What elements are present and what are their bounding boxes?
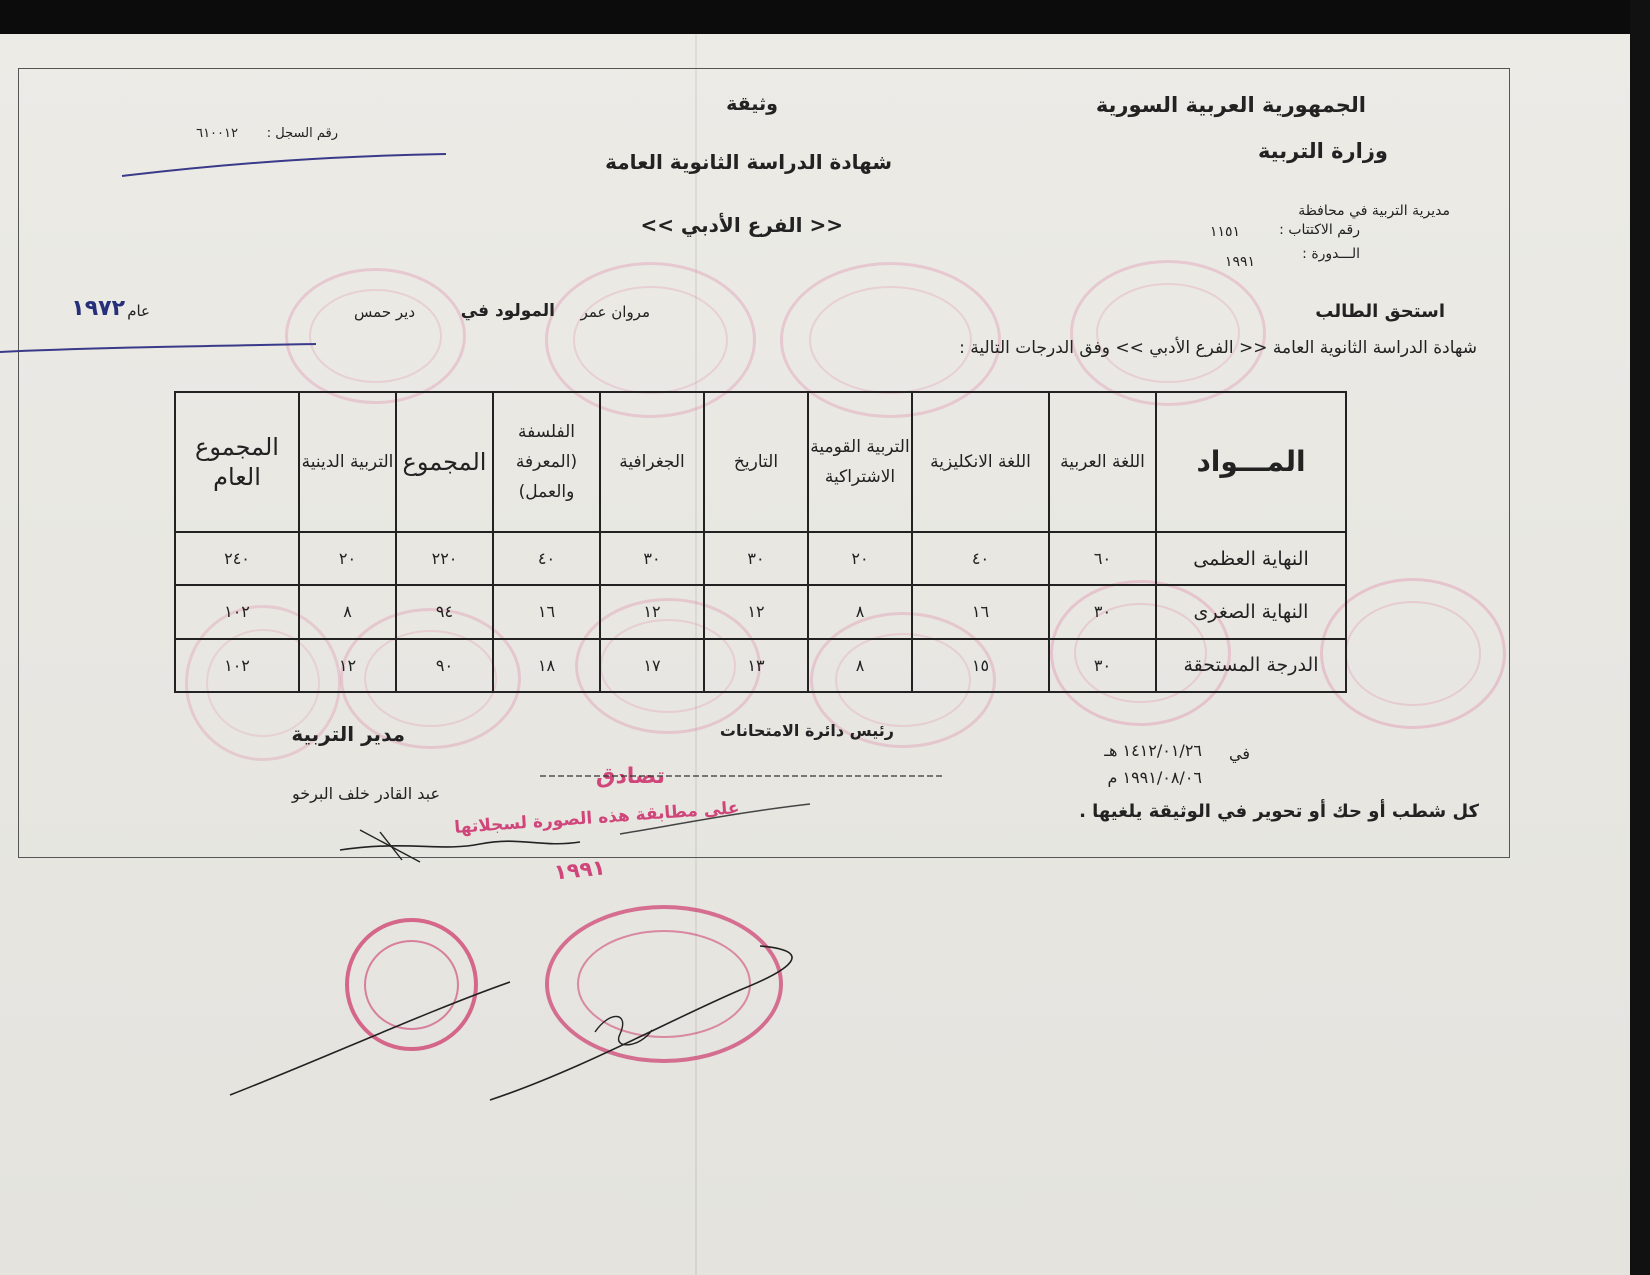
grade-cell: ٢٤٠ bbox=[175, 532, 299, 585]
grade-cell: ١٧ bbox=[600, 639, 704, 692]
footer-signatures bbox=[320, 790, 830, 880]
header-philosophy: الفلسفة (المعرفة والعمل) bbox=[493, 392, 600, 532]
grades-header-row bbox=[175, 392, 1346, 532]
row-label: الدرجة المستحقة bbox=[1156, 639, 1346, 692]
session-label: الـــدورة : bbox=[1302, 246, 1360, 262]
grades-table bbox=[174, 391, 1347, 693]
student-name: مروان عمر bbox=[580, 303, 650, 321]
certified-line: على مطابقة هذه الصورة لسجلاتها bbox=[453, 798, 741, 838]
born-label: المولود في bbox=[460, 301, 555, 321]
exams-head-title: رئيس دائرة الامتحانات bbox=[719, 721, 894, 740]
deserves-label: استحق الطالب bbox=[1315, 301, 1445, 322]
scan-right-edge bbox=[1630, 0, 1650, 1275]
registration-number: ١١٥١ bbox=[1209, 224, 1240, 240]
table-row-max bbox=[175, 532, 1346, 585]
registration-label: رقم الاكتتاب : bbox=[1279, 222, 1360, 238]
certified-word: تصادق bbox=[595, 764, 665, 789]
directorate-label: مديرية التربية في محافظة bbox=[1298, 203, 1450, 219]
grade-cell: ٨ bbox=[808, 585, 912, 638]
certified-date: ١٩٩١ bbox=[552, 855, 607, 885]
certificate-title: شهادة الدراسة الثانوية العامة bbox=[605, 150, 892, 174]
grade-cell: ١٣ bbox=[704, 639, 808, 692]
grade-cell: ١٢ bbox=[704, 585, 808, 638]
grade-cell: ١٥ bbox=[912, 639, 1049, 692]
grade-cell: ١٢ bbox=[299, 639, 396, 692]
header-religious-education: التربية الدينية bbox=[299, 392, 396, 532]
left-margin-stroke bbox=[0, 330, 320, 360]
header-arabic: اللغة العربية bbox=[1049, 392, 1156, 532]
grade-cell: ٦٠ bbox=[1049, 532, 1156, 585]
exam-head-signature-line bbox=[540, 760, 950, 780]
date-prefix: في bbox=[1229, 744, 1250, 763]
record-number: ٦١٠٠١٢ bbox=[196, 126, 238, 141]
table-row-min bbox=[175, 585, 1346, 638]
gregorian-date: ١٩٩١/٠٨/٠٦ م bbox=[1107, 768, 1202, 787]
grade-cell: ٨ bbox=[808, 639, 912, 692]
grade-cell: ٣٠ bbox=[600, 532, 704, 585]
director-name: عبد القادر خلف البرخو bbox=[291, 784, 440, 803]
table-row-earned bbox=[175, 639, 1346, 692]
bottom-signatures bbox=[200, 920, 820, 1120]
grade-cell: ٤٠ bbox=[912, 532, 1049, 585]
header-history: التاريخ bbox=[704, 392, 808, 532]
header-subjects: المـــواد bbox=[1156, 392, 1346, 532]
header-subtotal: المجموع bbox=[396, 392, 493, 532]
alteration-notice: كل شطب أو حك أو تحوير في الوثيقة يلغيها . bbox=[1079, 801, 1479, 822]
header-english: اللغة الانكليزية bbox=[912, 392, 1049, 532]
republic-title: الجمهورية العربية السورية bbox=[1095, 93, 1366, 117]
ministry-title: وزارة التربية bbox=[1257, 139, 1388, 163]
session-value: ١٩٩١ bbox=[1224, 254, 1255, 270]
birthplace: دير حمس bbox=[354, 303, 415, 321]
header-national-education: التربية القومية الاشتراكية bbox=[808, 392, 912, 532]
grade-cell: ١٢ bbox=[600, 585, 704, 638]
grade-cell: ٩٤ bbox=[396, 585, 493, 638]
row-label: النهاية العظمى bbox=[1156, 532, 1346, 585]
hijri-date: ١٤١٢/٠١/٢٦ هـ bbox=[1104, 741, 1202, 760]
record-label: رقم السجل : bbox=[266, 126, 338, 141]
record-underline bbox=[120, 150, 450, 180]
grade-cell: ٢٢٠ bbox=[396, 532, 493, 585]
header-geography: الجغرافية bbox=[600, 392, 704, 532]
birth-year: ١٩٧٢ bbox=[71, 296, 125, 321]
row-label: النهاية الصغرى bbox=[1156, 585, 1346, 638]
grade-cell: ١٠٢ bbox=[175, 585, 299, 638]
grade-cell: ١٦ bbox=[912, 585, 1049, 638]
grade-cell: ٢٠ bbox=[808, 532, 912, 585]
branch-title: << الفرع الأدبي >> bbox=[640, 213, 843, 237]
grade-cell: ٩٠ bbox=[396, 639, 493, 692]
director-title: مدير التربية bbox=[291, 722, 405, 746]
grade-cell: ١٨ bbox=[493, 639, 600, 692]
year-label: عام bbox=[127, 302, 150, 320]
grade-cell: ١٦ bbox=[493, 585, 600, 638]
grade-cell: ٣٠ bbox=[1049, 585, 1156, 638]
grade-cell: ٣٠ bbox=[1049, 639, 1156, 692]
certificate-line: شهادة الدراسة الثانوية العامة << الفرع الأدبي >> وفق الدرجات التالية : bbox=[959, 338, 1477, 358]
header-grand-total: المجموع العام bbox=[175, 392, 299, 532]
document-word: وثيقة bbox=[726, 93, 778, 115]
grade-cell: ٢٠ bbox=[299, 532, 396, 585]
grade-cell: ٨ bbox=[299, 585, 396, 638]
grade-cell: ٣٠ bbox=[704, 532, 808, 585]
grade-cell: ٤٠ bbox=[493, 532, 600, 585]
grade-cell: ١٠٢ bbox=[175, 639, 299, 692]
